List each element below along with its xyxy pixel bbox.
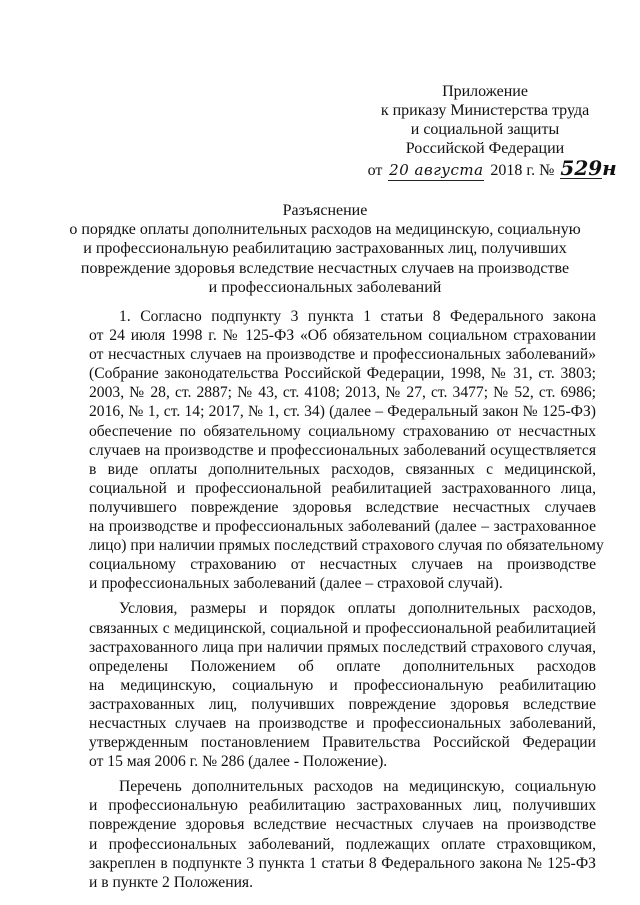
text-line: и профессиональных заболеваний, подлежащих оплате страховщиком, xyxy=(89,835,596,853)
text-line: повреждение здоровья вследствие несчастных случаев на производстве xyxy=(89,816,596,834)
text-line: обеспечение по обязательному социальному страхованию от несчастных xyxy=(89,422,596,440)
text-line: лицо) при наличии прямых последствий страхового случая по обязательному xyxy=(89,537,604,555)
text-line: 2003, № 28, ст. 2887; № 43, ст. 4108; 2013, № 27, ст. 3477; № 52, ст. 6986; xyxy=(89,384,596,402)
document-title: Разъяснение xyxy=(282,202,368,219)
date-year: 2018 г. № xyxy=(490,162,555,179)
order-date-line xyxy=(360,156,617,181)
appendix-block xyxy=(360,82,617,181)
text-line: от 15 мая 2006 г. № 286 (далее - Положение). xyxy=(89,753,388,771)
text-line: и в пункте 2 Положения. xyxy=(89,873,253,891)
handwritten-date: 20 августа xyxy=(389,161,484,179)
text-line: от 24 июля 1998 г. № 125-ФЗ «Об обязательном социальном страховании xyxy=(89,327,596,345)
text-line: получившего повреждение здоровья вследствие несчастных случаев xyxy=(89,498,596,516)
text-line: социальной и профессиональной реабилитацией застрахованного лица, xyxy=(89,479,596,497)
appendix-line: Приложение xyxy=(442,83,528,100)
paragraph-3 xyxy=(89,777,596,892)
text-line: Перечень дополнительных расходов на медицинскую, социальную xyxy=(119,778,596,796)
document-body xyxy=(89,307,604,892)
text-line: в виде оплаты дополнительных расходов, связанных с медицинской, xyxy=(89,460,596,478)
text-line: несчастных случаев на производстве и профессиональных заболеваний, xyxy=(89,714,596,732)
text-line: Условия, размеры и порядок оплаты дополнительных расходов, xyxy=(119,600,596,618)
text-line: застрахованных лиц, получивших повреждение здоровья вследствие xyxy=(89,695,596,713)
paragraph-1 xyxy=(89,307,604,593)
appendix-line: и социальной защиты xyxy=(410,121,560,138)
subtitle-line: о порядке оплаты дополнительных расходов на медицинскую, социальную xyxy=(69,221,581,238)
text-line: утвержденным постановлением Правительства Российской Федерации xyxy=(89,734,596,752)
text-line: на медицинскую, социальную и профессиональную реабилитацию xyxy=(89,676,596,694)
subtitle-line: и профессиональную реабилитацию застрахованных лиц, получивших xyxy=(83,240,567,258)
subtitle-line: и профессиональных заболеваний xyxy=(208,278,442,296)
text-line: от несчастных случаев на производстве и профессиональных заболеваний» xyxy=(89,346,596,364)
text-line: социальному страхованию от несчастных случаев на производстве xyxy=(89,556,596,574)
text-line: 2016, № 1, ст. 14; 2017, № 1, ст. 34) (далее – Федеральный закон № 125-ФЗ) xyxy=(89,403,596,421)
text-line: застрахованного лица при наличии прямых последствий страхового случая, xyxy=(89,638,596,656)
text-line: случаев на производстве и профессиональных заболеваний осуществляется xyxy=(89,441,596,459)
text-line: связанных с медицинской, социальной и профессиональной реабилитацией xyxy=(89,619,596,637)
text-line: закреплен в подпункте 3 пункта 1 статьи 8 Федерального закона № 125-ФЗ xyxy=(89,854,596,872)
handwritten-order-number: 529н xyxy=(560,156,617,180)
subtitle-line: повреждение здоровья вследствие несчастных случаев на производстве xyxy=(80,259,570,277)
text-line: (Собрание законодательства Российской Федерации, 1998, № 31, ст. 3803; xyxy=(89,365,596,383)
appendix-line: Российской Федерации xyxy=(405,140,565,157)
text-line: на производстве и профессиональных заболеваний (далее – застрахованное xyxy=(89,518,596,536)
document-subtitle xyxy=(60,220,590,297)
text-line: определены Положением об оплате дополнительных расходов xyxy=(89,657,596,675)
appendix-line: к приказу Министерства труда xyxy=(380,102,590,119)
text-line: 1. Согласно подпункту 3 пункта 1 статьи 8 Федерального закона xyxy=(119,308,596,325)
text-line: и профессиональных заболеваний (далее – страховой случай). xyxy=(89,575,503,593)
paragraph-2 xyxy=(89,599,596,771)
date-prefix: от xyxy=(367,162,383,179)
text-line: и профессиональную реабилитацию застрахованных лиц, получивших xyxy=(89,797,596,815)
